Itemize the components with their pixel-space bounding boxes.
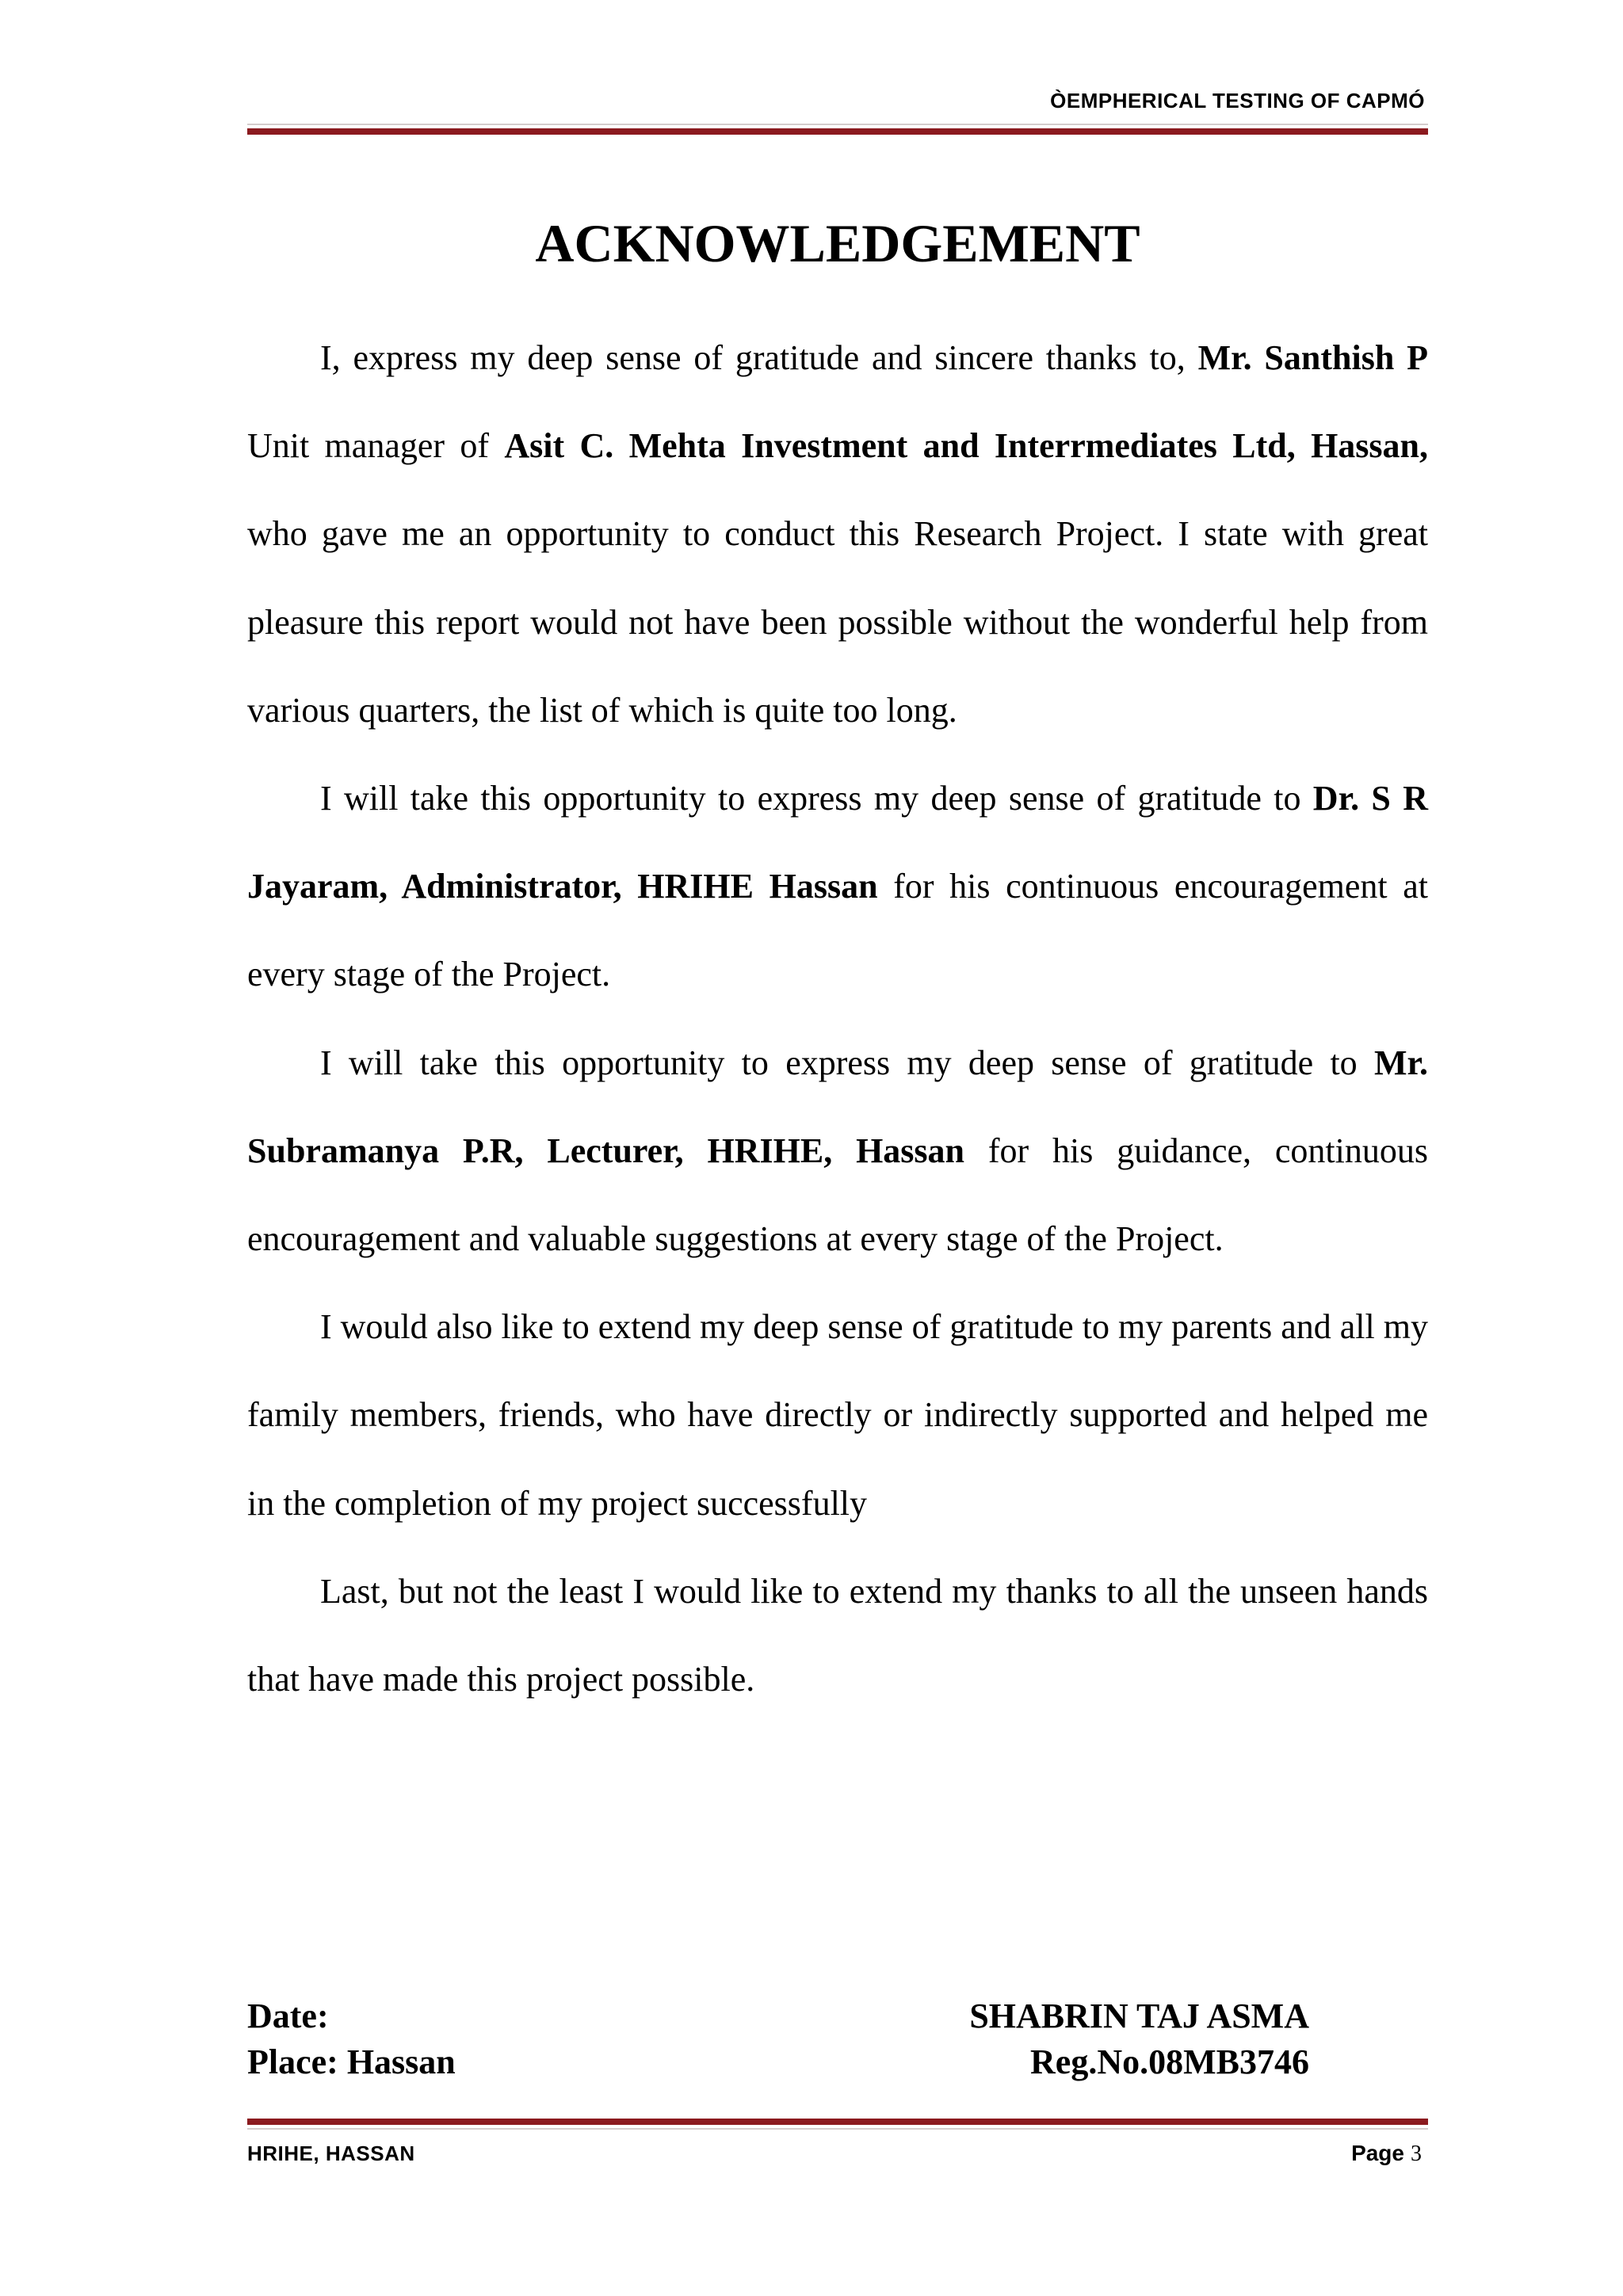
header-divider-thick — [247, 128, 1428, 135]
paragraph-3: I will take this opportunity to express my deep sense of gratitude to Mr. Subramanya P.R, Lecturer, HRIHE, Hassan for his guidance, continuous encouragement and valuable suggestions at every stage of the Project. — [247, 1043, 1428, 1259]
author-name: SHABRIN TAJ ASMA — [969, 1997, 1309, 2035]
signature-row-1 — [247, 1993, 1309, 2039]
bold-company-name: Asit C. Mehta Investment and Interrmediates Ltd, Hassan, — [504, 426, 1429, 466]
footer-row — [247, 2141, 1428, 2167]
place-label: Place: Hassan — [247, 2042, 456, 2081]
bold-name-subramanya: Mr. Subramanya P.R, Lecturer, HRIHE, Hassan — [247, 1043, 1428, 1170]
page-number: 3 — [1411, 2142, 1422, 2166]
paragraph-1: I, express my deep sense of gratitude and sincere thanks to, Mr. Santhish P Unit manager of Asit C. Mehta Investment and Interrmediates Ltd, Hassan, who gave me an opportunity to conduct this Research Project. I state with great pleasure this report would not have been possible without the wonderful help from various quarters, the list of which is quite too long. — [247, 338, 1429, 730]
page-label: Page — [1351, 2141, 1404, 2165]
paragraph-5: Last, but not the least I would like to extend my thanks to all the unseen hands that have made this project possible. — [247, 1571, 1428, 1699]
page-footer — [247, 2119, 1428, 2167]
footer-divider-thin — [247, 2128, 1428, 2130]
page-title: ACKNOWLEDGEMENT — [535, 213, 1140, 273]
paragraph-4: I would also like to extend my deep sense of gratitude to my parents and all my family members, friends, who have directly or indirectly supported and helped me in the completion of my project successfully — [247, 1307, 1428, 1523]
footer-divider-thick — [247, 2119, 1428, 2125]
paragraph-2: I will take this opportunity to express my deep sense of gratitude to Dr. S R Jayaram, Administrator, HRIHE Hassan for his continuous encouragement at every stage of the Project. — [247, 779, 1428, 994]
footer-institution: HRIHE, HASSAN — [247, 2142, 415, 2165]
signature-row-2 — [247, 2039, 1309, 2085]
bold-name-jayaram: Dr. S R Jayaram, Administrator, HRIHE Hassan — [247, 779, 1428, 906]
page-header — [247, 89, 1428, 135]
registration-number: Reg.No.08MB3746 — [1030, 2042, 1309, 2081]
bold-name-santhish: Mr. Santhish P — [1197, 338, 1428, 377]
signature-block — [247, 1993, 1309, 2085]
running-header-title: ÒEMPHERICAL TESTING OF CAPMÓ — [1050, 89, 1425, 113]
header-divider-thin — [247, 124, 1428, 125]
date-label: Date: — [247, 1997, 329, 2035]
page-number-group — [1351, 2141, 1428, 2167]
acknowledgement-body — [247, 314, 1428, 1723]
